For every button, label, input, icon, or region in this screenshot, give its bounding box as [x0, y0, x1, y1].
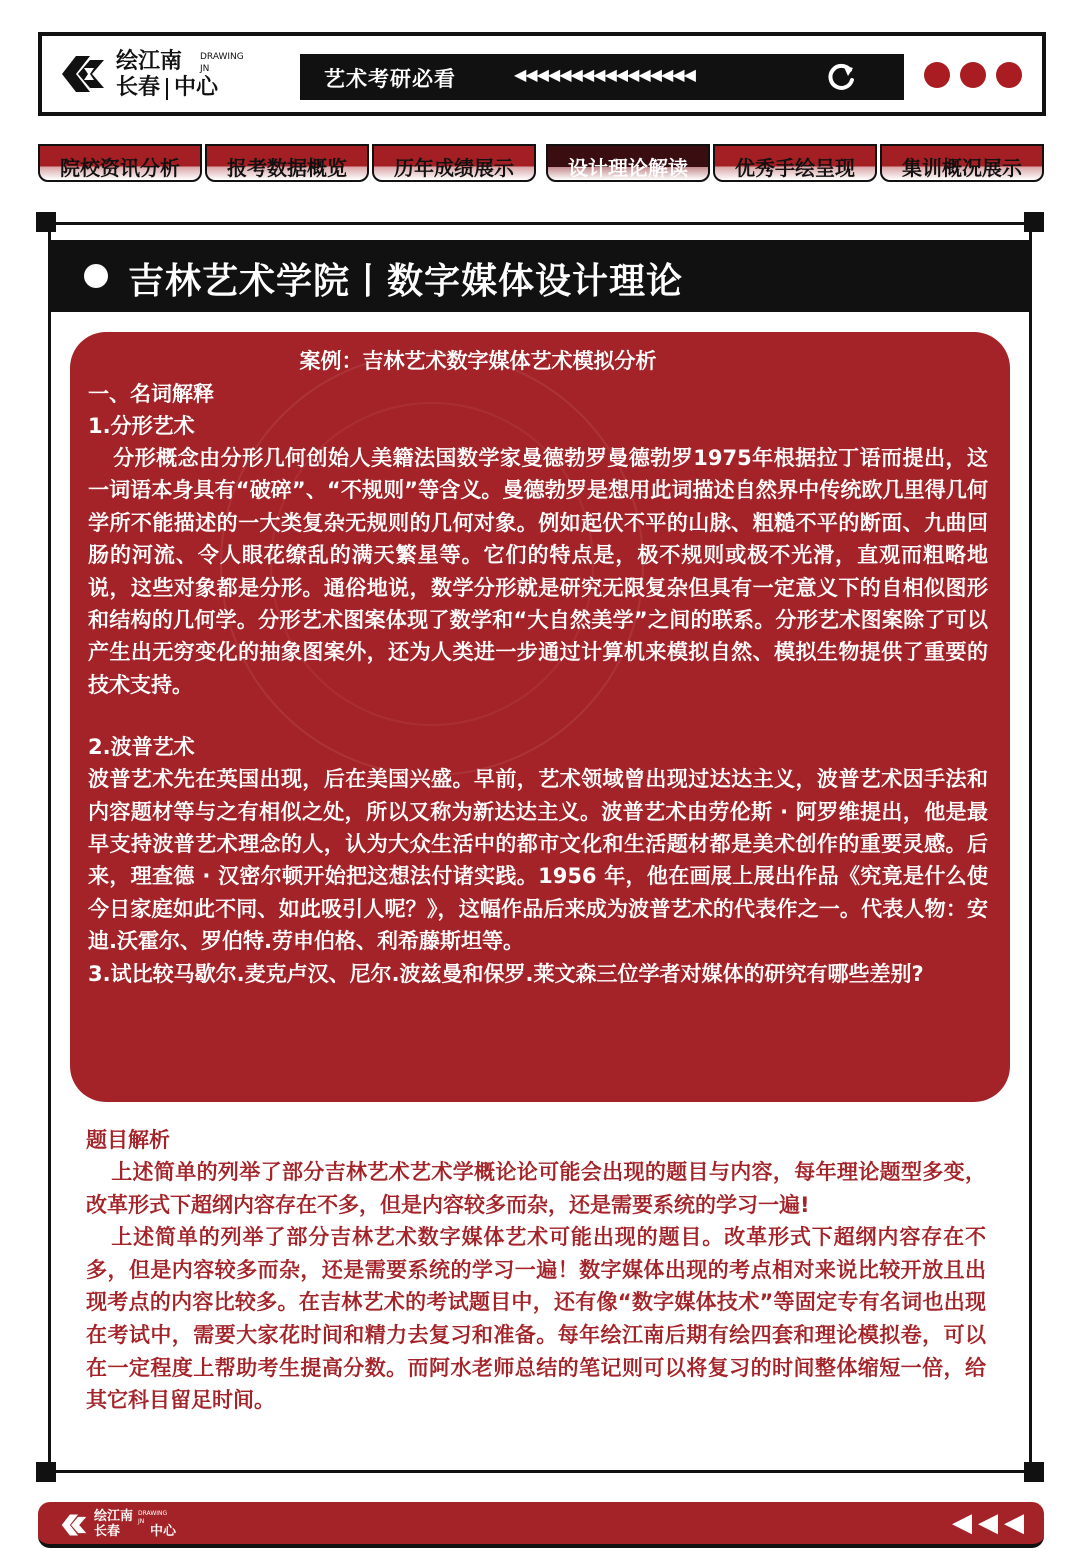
analysis-section	[86, 1124, 986, 1417]
frame-corner-bl	[36, 1462, 56, 1482]
analysis-paragraph-1: 上述简单的列举了部分吉林艺术艺术学概论论可能会出现的题目与内容，每年理论题型多变，改革形式下超纲内容存在不多，但是内容较多而杂，还是需要系统的学习一遍!	[86, 1160, 986, 1217]
header	[38, 32, 1046, 116]
footer-logo-line2: 长春	[94, 1524, 121, 1539]
header-title-bar	[300, 54, 904, 100]
tab-label: 院校资讯分析	[60, 156, 180, 180]
footer-logo-line2b: 中心	[150, 1524, 177, 1539]
item2-text: 波普艺术先在英国出现，后在美国兴盛。早前，艺术领域曾出现过达达主义，波普艺术因手法和内容题材等与之有相似之处，所以又称为新达达主义。波普艺术由劳伦斯 · 阿罗维提出，他是最早支持波普艺术理念的人，认为大众生活中的都市文化和生活题材都是美术创作的重要灵感。后来，理查德 · 汉密尔顿开始把这想法付诸实践。1956 年，他在画展上展出作品《究竟是什么使今日家庭如此不同、如此吸引人呢？》，这幅作品后来成为波普艺术的代表作之一。代表人物：安迪.沃霍尔、罗伯特.劳申伯格、利希藤斯坦等。	[88, 767, 988, 954]
page-title: 吉林艺术学院丨数字媒体设计理论	[128, 261, 684, 302]
footer-bar	[38, 1502, 1044, 1548]
logo-name-line2: 长春	[116, 75, 161, 100]
analysis-title: 题目解析	[86, 1128, 170, 1152]
frame-corner-tl	[36, 212, 56, 232]
logo-name-line1: 绘江南	[116, 49, 183, 74]
logo-name-line2b: 中心	[174, 75, 219, 100]
header-title: 艺术考研必看	[324, 67, 456, 91]
tab-label: 优秀手绘呈现	[735, 156, 855, 180]
logo-divider	[166, 78, 168, 100]
tab-hand-drawing[interactable]	[713, 144, 877, 182]
footer-logo[interactable]	[58, 1508, 198, 1542]
tab-label: 集训概况展示	[902, 156, 1022, 180]
footer-logo-line1: 绘江南	[94, 1509, 134, 1524]
tab-label: 历年成绩展示	[394, 156, 514, 180]
card-content	[88, 344, 988, 990]
footer-logo-en1: DRAWING	[138, 1510, 168, 1517]
frame-corner-tr	[1024, 212, 1044, 232]
logo-mark-icon	[58, 1511, 90, 1539]
item3-text: 3.试比较马歇尔.麦克卢汉、尼尔.波兹曼和保罗.莱文森三位学者对媒体的研究有哪些差别?	[88, 961, 924, 986]
refresh-icon[interactable]	[824, 60, 858, 94]
card-title: 案例：吉林艺术数字媒体艺术模拟分析	[299, 349, 657, 373]
section-title-bar	[48, 240, 1032, 312]
footer-logo-en2: JN	[138, 1518, 145, 1525]
tab-design-theory[interactable]	[546, 144, 710, 182]
header-dot-2	[960, 62, 986, 88]
item1-text: 分形概念由分形几何创始人美籍法国数学家曼德勃罗曼德勃罗1975年根据拉丁语而提出，这一词语本身具有“破碎”、“不规则”等含义。曼德勃罗是想用此词描述自然界中传统欧几里得几何学所不能描述的一大类复杂无规则的几何对象。例如起伏不平的山脉、粗糙不平的断面、九曲回肠的河流、令人眼花缭乱的满天繁星等。它们的特点是，极不规则或极不光滑，直观而粗略地说，这些对象都是分形。通俗地说，数学分形就是研究无限复杂但具有一定意义下的自相似图形和结构的几何学。分形艺术图案体现了数学和“大自然美学”之间的联系。分形艺术图案除了可以产生出无穷变化的抽象图案外，还为人类进一步通过计算机来模拟自然、模拟生物提供了重要的技术支持。	[88, 446, 988, 697]
item1-title: 1.分形艺术	[88, 414, 195, 438]
section-heading: 一、名词解释	[88, 382, 214, 406]
frame-corner-br	[1024, 1462, 1044, 1482]
content-card	[70, 332, 1010, 1102]
tab-past-scores[interactable]	[372, 144, 536, 182]
logo-en-line1: DRAWING	[200, 52, 244, 62]
title-bullet-icon	[84, 264, 108, 288]
tab-label: 设计理论解读	[568, 156, 688, 180]
tab-application-data[interactable]	[205, 144, 369, 182]
header-dot-3	[996, 62, 1022, 88]
analysis-paragraph-2: 上述简单的列举了部分吉林艺术数字媒体艺术可能出现的题目。改革形式下超纲内容存在不多，但是内容较多而杂，还是需要系统的学习一遍！数字媒体出现的考点相对来说比较开放且出现考点的内容比较多。在吉林艺术的考试题目中，还有像“数字媒体技术”等固定专有名词也出现在考试中，需要大家花时间和精力去复习和准备。每年绘江南后期有绘四套和理论模拟卷，可以在一定程度上帮助考生提高分数。而阿水老师总结的笔记则可以将复习的时间整体缩短一倍，给其它科目留足时间。	[86, 1225, 986, 1413]
tab-label: 报考数据概览	[227, 156, 347, 180]
frame-bottom-border	[36, 1470, 1044, 1473]
left-arrows-icon: ◀◀◀◀◀◀◀◀◀◀◀◀◀◀◀◀	[514, 65, 695, 84]
tab-training-overview[interactable]	[880, 144, 1044, 182]
spacer	[88, 701, 988, 731]
tab-school-info[interactable]	[38, 144, 202, 182]
frame-top-border	[36, 222, 1044, 225]
header-dot-1	[924, 62, 950, 88]
brand-logo[interactable]	[56, 44, 256, 104]
logo-mark-icon	[56, 50, 110, 98]
footer-left-arrows-icon[interactable]: ◀◀◀	[952, 1508, 1030, 1538]
logo-en-line2: JN	[200, 64, 210, 74]
item2-title: 2.波普艺术	[88, 735, 195, 760]
